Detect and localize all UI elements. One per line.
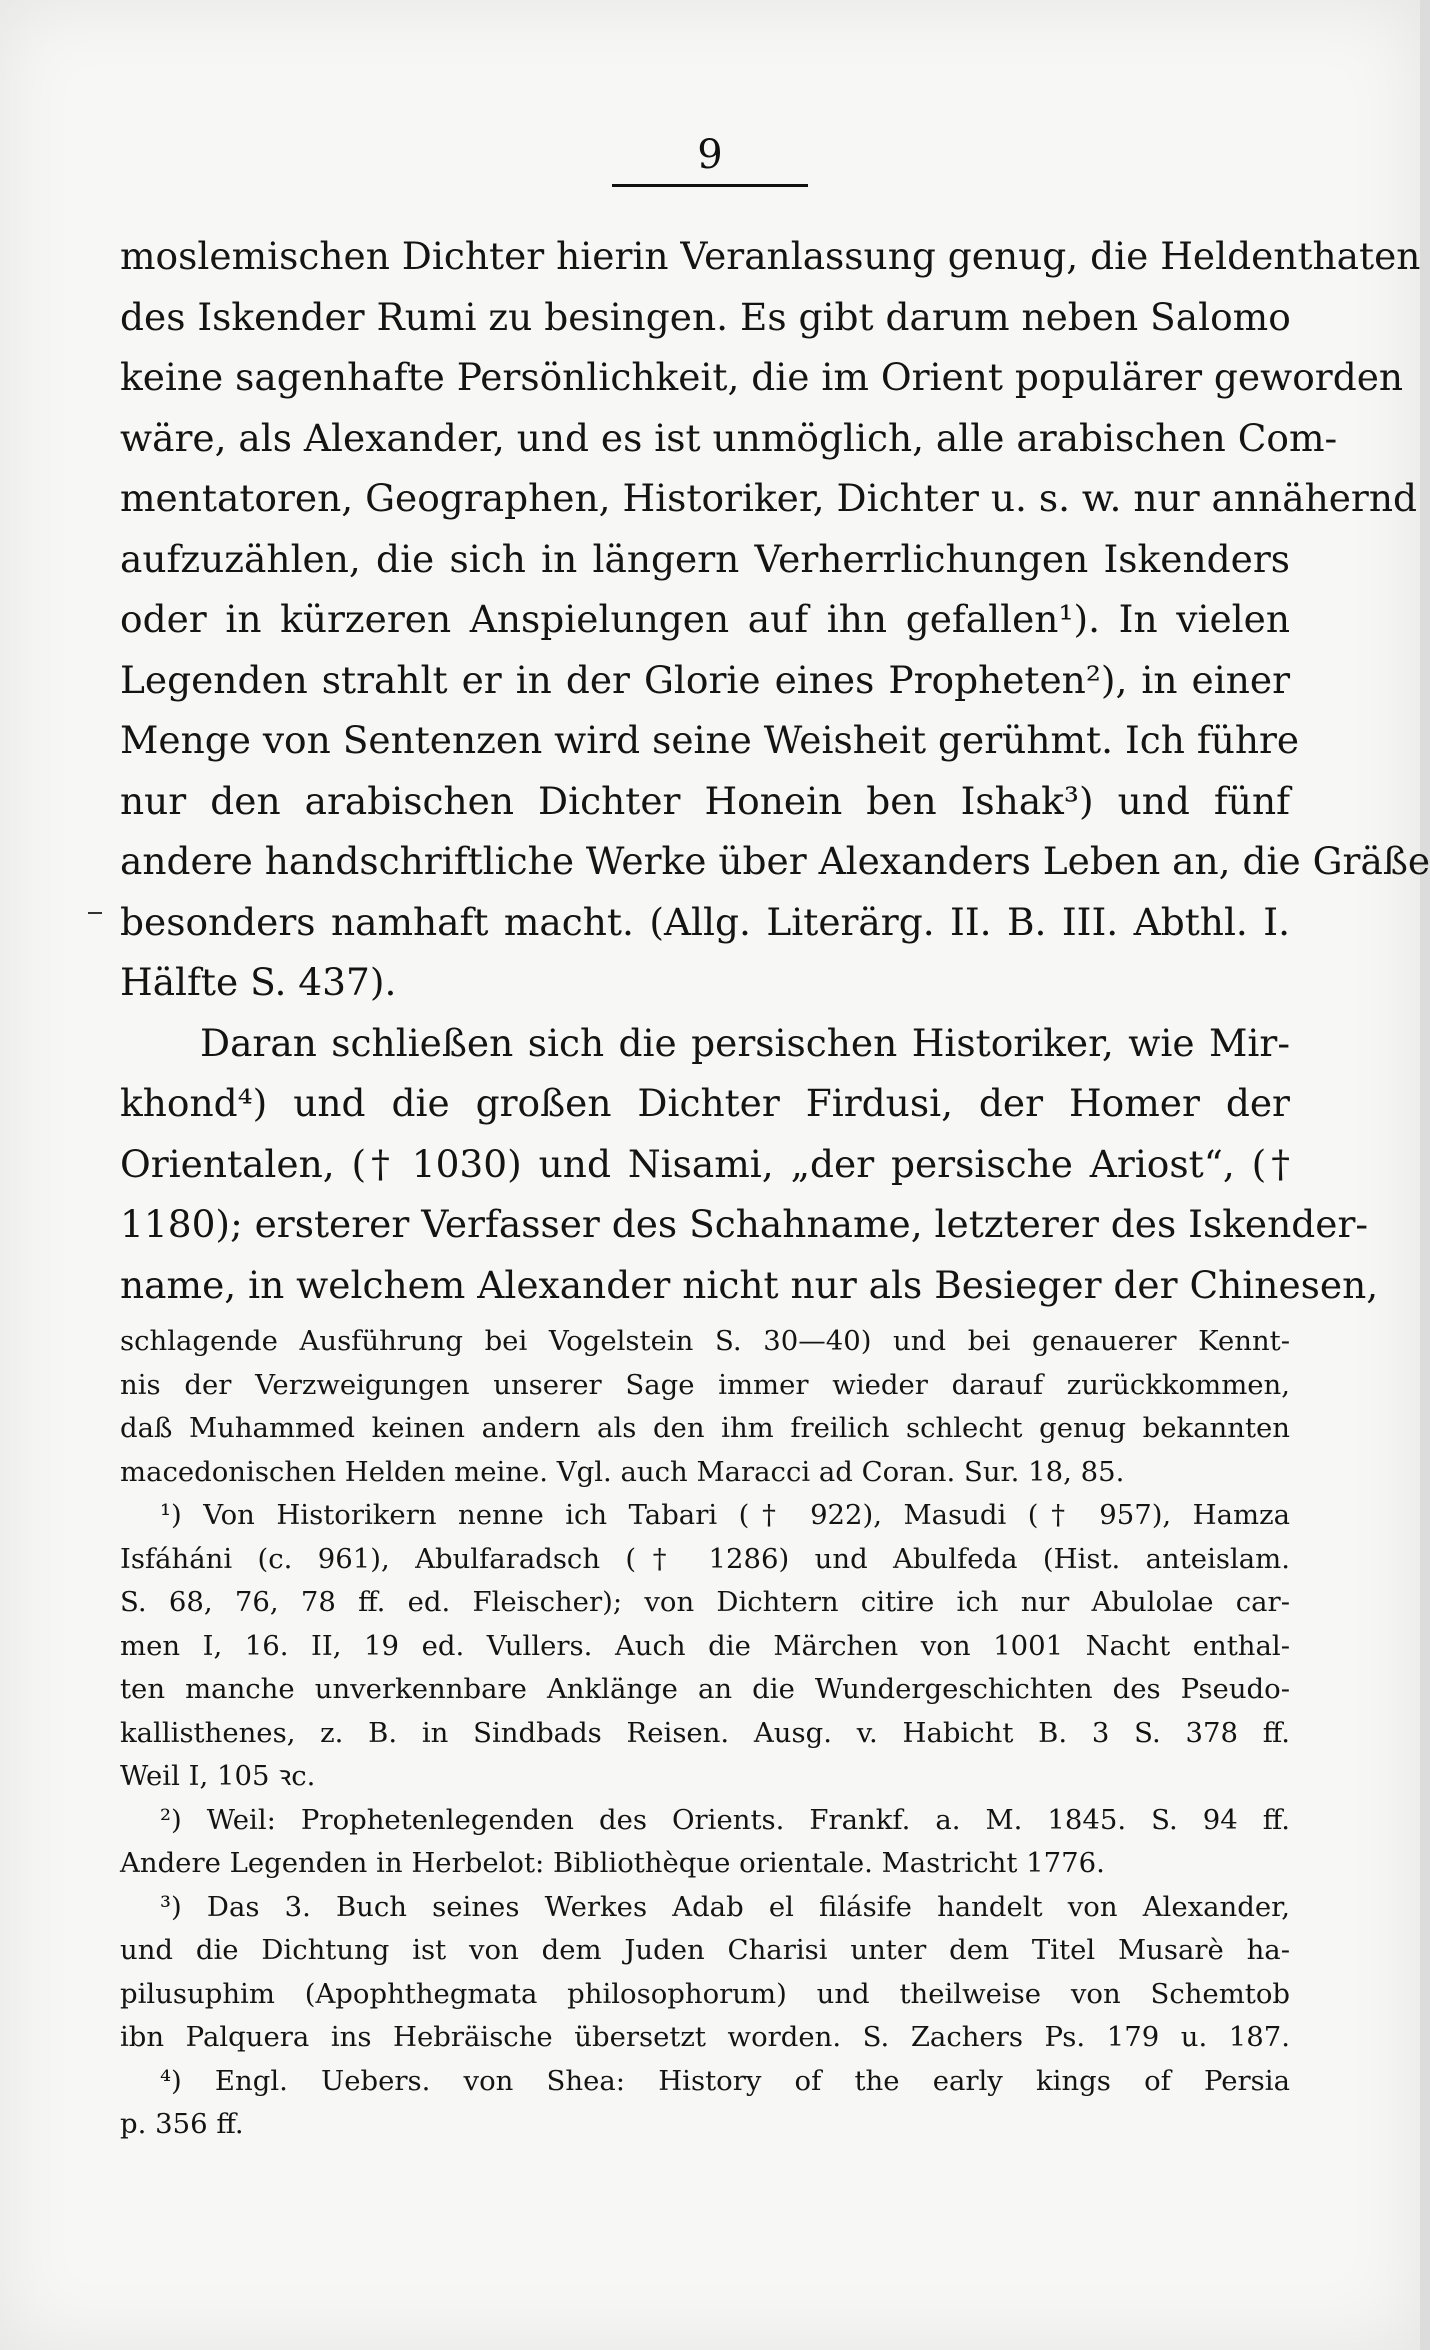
main-text: [120, 226, 1430, 1315]
footnote-4: ⁴) Engl. Uebers. von Shea: History of the early kings of Persia: [160, 2064, 1290, 2097]
footnote-line: macedonischen Helden meine. Vgl. auch Maracci ad Coran. Sur. 18, 85.: [120, 1455, 1125, 1488]
page-number-rule: [612, 184, 808, 187]
text-line: nur den arabischen Dichter Honein ben Ishak³) und fünf: [120, 778, 1290, 823]
footnote-line: ibn Palquera ins Hebräische übersetzt worden. S. Zachers Ps. 179 u. 187.: [120, 2021, 1290, 2053]
text-line: andere handschriftliche Werke über Alexanders Leben an, die Gräße: [120, 839, 1430, 883]
footnote-line: und die Dichtung ist von dem Juden Charisi unter dem Titel Musarè ha-: [120, 1934, 1290, 1966]
footnote-line: ten manche unverkennbare Anklänge an die Wundergeschichten des Pseudo-: [120, 1673, 1290, 1705]
text-line: 1180); ersterer Verfasser des Schahname, letzterer des Iskender-: [120, 1202, 1369, 1246]
text-line: oder in kürzeren Anspielungen auf ihn gefallen¹). In vielen: [120, 597, 1290, 641]
footnote-2: ²) Weil: Prophetenlegenden des Orients. Frankf. a. M. 1845. S. 94 ff.: [160, 1803, 1290, 1836]
text-line: Menge von Sentenzen wird seine Weisheit gerühmt. Ich führe: [120, 718, 1300, 762]
text-line: besonders namhaft macht. (Allg. Literärg. II. B. III. Abthl. I.: [120, 899, 1290, 944]
text-line: name, in welchem Alexander nicht nur als Besieger der Chinesen,: [120, 1262, 1379, 1307]
text-line: aufzuzählen, die sich in längern Verherrlichungen Iskenders: [120, 536, 1290, 581]
footnote-line: daß Muhammed keinen andern als den ihm freilich schlecht genug bekannten: [120, 1412, 1290, 1444]
margin-mark: [88, 912, 102, 914]
text-line: Legenden strahlt er in der Glorie eines Propheten²), in einer: [120, 657, 1290, 702]
footnote-line: Weil I, 105 ꝛc.: [120, 1760, 316, 1792]
text-line: Orientalen, († 1030) und Nisami, „der persische Ariost“, (†: [120, 1141, 1290, 1186]
footnote-1: ¹) Von Historikern nenne ich Tabari († 922), Masudi († 957), Hamza: [160, 1499, 1290, 1531]
text-line: keine sagenhafte Persönlichkeit, die im Orient populärer geworden: [120, 355, 1404, 399]
footnote-line: Isfáháni (c. 961), Abulfaradsch († 1286) und Abulfeda (Hist. anteislam.: [120, 1542, 1290, 1575]
text-line: khond⁴) und die großen Dichter Firdusi, der Homer der: [120, 1081, 1290, 1125]
text-line: wäre, als Alexander, und es ist unmöglich, alle arabischen Com-: [120, 415, 1338, 460]
footnote-line: men I, 16. II, 19 ed. Vullers. Auch die Märchen von 1001 Nacht enthal-: [120, 1629, 1290, 1662]
text-line: mentatoren, Geographen, Historiker, Dichter u. s. w. nur annähernd: [120, 476, 1417, 520]
footnote-line: p. 356 ff.: [120, 2108, 244, 2140]
footnote-line: S. 68, 76, 78 ff. ed. Fleischer); von Dichtern citire ich nur Abulolae car-: [120, 1586, 1290, 1618]
text-line: Daran schließen sich die persischen Historiker, wie Mir-: [200, 1020, 1290, 1065]
footnotes: [120, 1320, 1290, 2147]
text-line: Hälfte S. 437).: [120, 960, 397, 1004]
text-line: moslemischen Dichter hierin Veranlassung genug, die Heldenthaten: [120, 234, 1421, 278]
text-line: des Iskender Rumi zu besingen. Es gibt darum neben Salomo: [120, 294, 1291, 339]
footnote-line: nis der Verzweigungen unserer Sage immer wieder darauf zurückkommen,: [120, 1368, 1290, 1401]
footnote-3: ³) Das 3. Buch seines Werkes Adab el filásife handelt von Alexander,: [160, 1890, 1290, 1923]
footnote-line: schlagende Ausführung bei Vogelstein S. 30—40) und bei genauerer Kennt-: [120, 1325, 1290, 1357]
footnote-line: pilusuphim (Apophthegmata philosophorum) und theilweise von Schemtob: [120, 1977, 1290, 2010]
page-number: 9: [697, 132, 723, 178]
footnote-line: Andere Legenden in Herbelot: Bibliothèque orientale. Mastricht 1776.: [120, 1847, 1105, 1879]
footnote-line: kallisthenes, z. B. in Sindbads Reisen. Ausg. v. Habicht B. 3 S. 378 ff.: [120, 1716, 1290, 1749]
